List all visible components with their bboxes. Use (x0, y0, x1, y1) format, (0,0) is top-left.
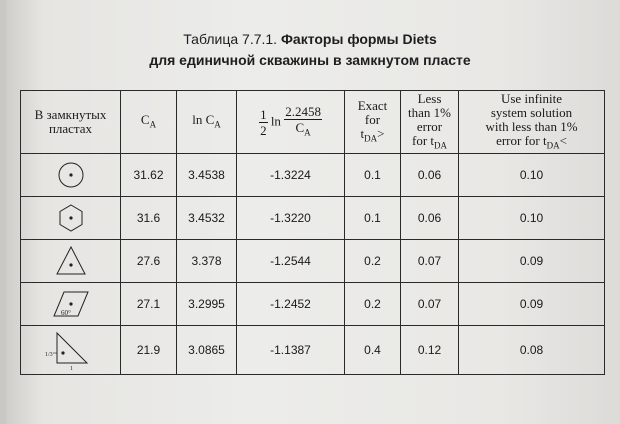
exact-value: 0.2 (345, 240, 401, 283)
table-row (21, 197, 605, 240)
ca-value: 21.9 (121, 326, 177, 375)
shape-cell (21, 240, 121, 283)
caption-title: Факторы формы Diets (280, 31, 437, 47)
half-ln-value: -1.1387 (237, 326, 345, 375)
table-row (21, 154, 605, 197)
shape-cell (21, 154, 121, 197)
shape-cell (21, 197, 121, 240)
less-error-value: 0.06 (401, 154, 459, 197)
right-triangle-side-label: 1/3 (44, 352, 53, 358)
half-ln-value: -1.2544 (237, 240, 345, 283)
less-error-value: 0.12 (401, 326, 459, 375)
table-row (21, 283, 605, 326)
infinite-value: 0.10 (459, 154, 605, 197)
infinite-value: 0.09 (459, 240, 605, 283)
shape-cell (21, 283, 121, 326)
infinite-value: 0.10 (459, 197, 605, 240)
header-half-ln: $\frac{1}{2}$ ln $\frac{2.2458}{C_A}$ (237, 91, 345, 154)
exact-value: 0.2 (345, 283, 401, 326)
diets-shape-factor-table (20, 90, 605, 375)
table-header-row (21, 91, 605, 154)
ca-value: 27.6 (121, 240, 177, 283)
rhombus-angle-label: 60° (60, 309, 71, 317)
circle-icon (49, 158, 93, 192)
ca-value: 31.6 (121, 197, 177, 240)
ca-value: 31.62 (121, 154, 177, 197)
exact-value: 0.1 (345, 197, 401, 240)
header-ln-ca: $\ln C_A$ (177, 91, 237, 154)
half-ln-value: -1.3224 (237, 154, 345, 197)
ln-ca-value: 3.0865 (177, 326, 237, 375)
caption-prefix: Таблица 7.7.1. (183, 31, 281, 47)
ln-ca-value: 3.2995 (177, 283, 237, 326)
header-exact: Exact for $t_{DA}>$ (345, 91, 401, 154)
infinite-value: 0.09 (459, 283, 605, 326)
table-row (21, 240, 605, 283)
ln-ca-value: 3.4532 (177, 197, 237, 240)
rhombus-icon (46, 287, 96, 321)
ln-ca-value: 3.4538 (177, 154, 237, 197)
infinite-value: 0.08 (459, 326, 605, 375)
ca-value: 27.1 (121, 283, 177, 326)
table-caption (0, 31, 620, 47)
triangle-icon (49, 244, 93, 278)
ln-ca-value: 3.378 (177, 240, 237, 283)
half-ln-value: -1.2452 (237, 283, 345, 326)
right-triangle-icon (43, 329, 99, 371)
table-caption-subtitle: для единичной скважины в замкнутом пласте (149, 52, 471, 68)
exact-value: 0.4 (345, 326, 401, 375)
less-error-value: 0.07 (401, 283, 459, 326)
header-infinite-solution: Use infinite system solution with less than 1% error for $t_{DA}<$ (459, 91, 605, 154)
less-error-value: 0.06 (401, 197, 459, 240)
half-ln-value: -1.3220 (237, 197, 345, 240)
header-ca: $C_A$ (121, 91, 177, 154)
shape-cell (21, 326, 121, 375)
table-row (21, 326, 605, 375)
exact-value: 0.1 (345, 154, 401, 197)
hexagon-icon (49, 201, 93, 235)
less-error-value: 0.07 (401, 240, 459, 283)
header-less-than-error: Less than 1% error for $t_{DA}$ (401, 91, 459, 154)
right-triangle-base-label: 1 (69, 366, 73, 371)
header-reservoir-shape: В замкнутых пластах (21, 91, 121, 154)
